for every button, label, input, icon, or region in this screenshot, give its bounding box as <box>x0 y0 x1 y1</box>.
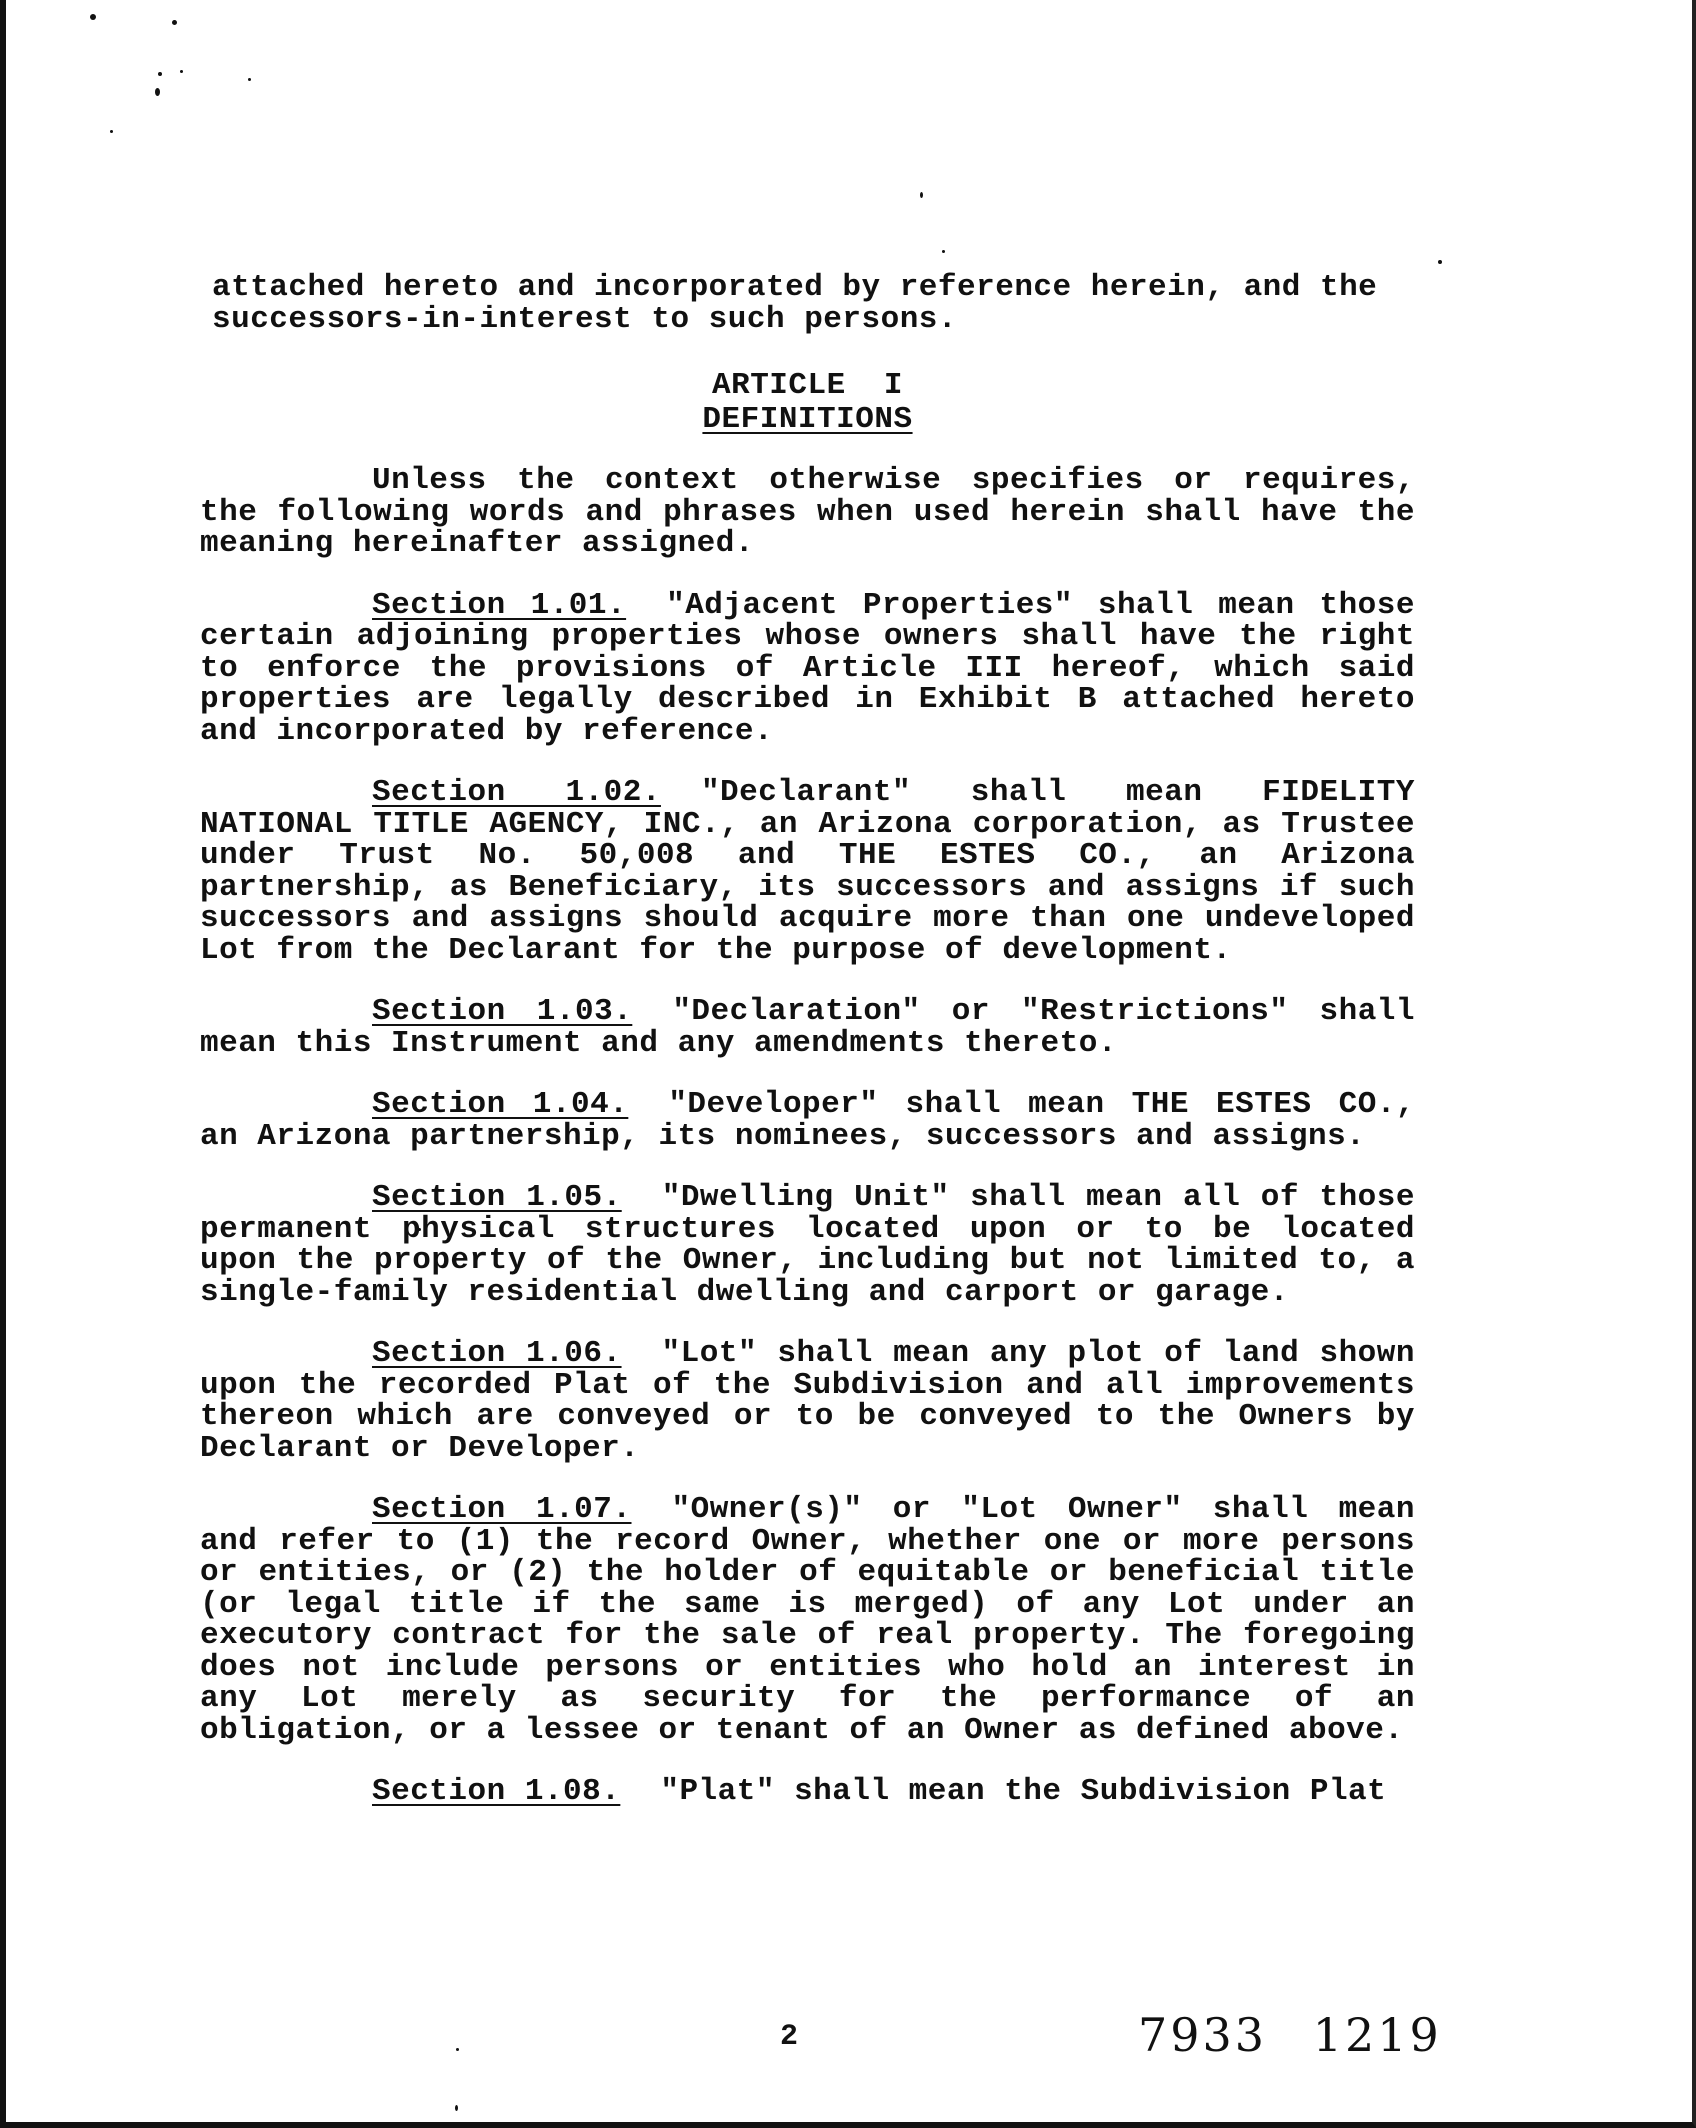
scan-speck <box>248 78 251 81</box>
scan-speck <box>455 2105 458 2111</box>
scan-speck <box>1438 260 1442 264</box>
document-body <box>200 272 1415 1808</box>
section-1-03 <box>200 996 1415 1059</box>
section-label: Section 1.02. <box>372 775 661 810</box>
intro-line-2: successors-in-interest to such persons. <box>212 301 958 337</box>
intro-line-1: attached hereto and incorporated by reference herein, and the <box>212 270 1378 305</box>
section-text: "Lot" shall mean any plot of land shown upon the recorded Plat of the Subdivision and all improvements thereon which are conveyed or to be conveyed to the Owners by Declarant or Developer. <box>200 1336 1415 1466</box>
page-number: 2 <box>780 2020 799 2054</box>
section-1-01 <box>200 587 1415 749</box>
scan-speck <box>158 72 162 76</box>
section-1-05 <box>200 1182 1415 1308</box>
section-1-02 <box>200 777 1415 966</box>
section-label: Section 1.03. <box>372 994 633 1029</box>
section-1-07 <box>200 1494 1415 1746</box>
record-stamp: 7933 1219 <box>1138 2008 1442 2062</box>
section-text: "Adjacent Properties" shall mean those certain adjoining properties whose owners shall have the right to enforce the provisions of Article III hereof, which said properties are legally described in Exhibit B attached hereto and incorporated by reference. <box>200 587 1415 749</box>
section-text: "Developer" shall mean THE ESTES CO., an Arizona partnership, its nominees, successors and assigns. <box>200 1087 1416 1154</box>
section-label: Section 1.01. <box>372 587 627 623</box>
scan-speck <box>110 130 113 133</box>
section-label: Section 1.08. <box>372 1774 621 1809</box>
section-text: "Declarant" shall mean FIDELITY NATIONAL TITLE AGENCY, INC., an Arizona corporation, as Trustee under Trust No. 50,008 and THE ESTES CO., an Arizona partnership, as Beneficiary, its successors and assigns if such successors and assigns should acquire more than one undeveloped Lot from the Declarant for the purpose of development. <box>200 775 1415 968</box>
article-number: ARTICLE I <box>711 368 904 403</box>
section-1-04 <box>200 1089 1415 1152</box>
preamble-paragraph <box>200 465 1415 560</box>
scan-speck <box>172 20 177 25</box>
article-title: DEFINITIONS <box>702 402 913 437</box>
article-heading <box>200 369 1415 437</box>
section-label: Section 1.05. <box>372 1180 622 1215</box>
section-label: Section 1.06. <box>372 1336 622 1371</box>
section-text: "Plat" shall mean the Subdivision Plat <box>660 1774 1387 1809</box>
scan-speck <box>456 2048 459 2051</box>
scan-speck <box>90 14 96 20</box>
section-label: Section 1.04. <box>372 1087 629 1122</box>
section-1-08 <box>200 1776 1415 1808</box>
scan-speck <box>920 192 923 198</box>
section-1-06 <box>200 1338 1415 1464</box>
section-label: Section 1.07. <box>372 1492 632 1527</box>
scan-speck <box>180 70 183 73</box>
scan-speck <box>155 88 160 96</box>
section-text: "Declaration" or "Restrictions" shall mean this Instrument and any amendments thereto. <box>200 994 1416 1061</box>
scan-speck <box>942 250 945 253</box>
preamble-text: Unless the context otherwise specifies or requires, the following words and phrases when used herein shall have the meaning hereinafter assigned. <box>200 463 1415 561</box>
intro-paragraph <box>212 272 1415 335</box>
section-text: "Owner(s)" or "Lot Owner" shall mean and refer to (1) the record Owner, whether one or more persons or entities, or (2) the holder of equitable or beneficial title (or legal title if the same is merged) of any Lot under an executory contract for the sale of real property. The foregoing does not include persons or entities who hold an interest in any Lot merely as security for the performance of an obligation, or a lessee or tenant of an Owner as defined above. <box>200 1492 1415 1748</box>
section-text: "Dwelling Unit" shall mean all of those permanent physical structures located upon or to be located upon the property of the Owner, including but not limited to, a single-family residential dwelling and carport or garage. <box>200 1180 1415 1310</box>
